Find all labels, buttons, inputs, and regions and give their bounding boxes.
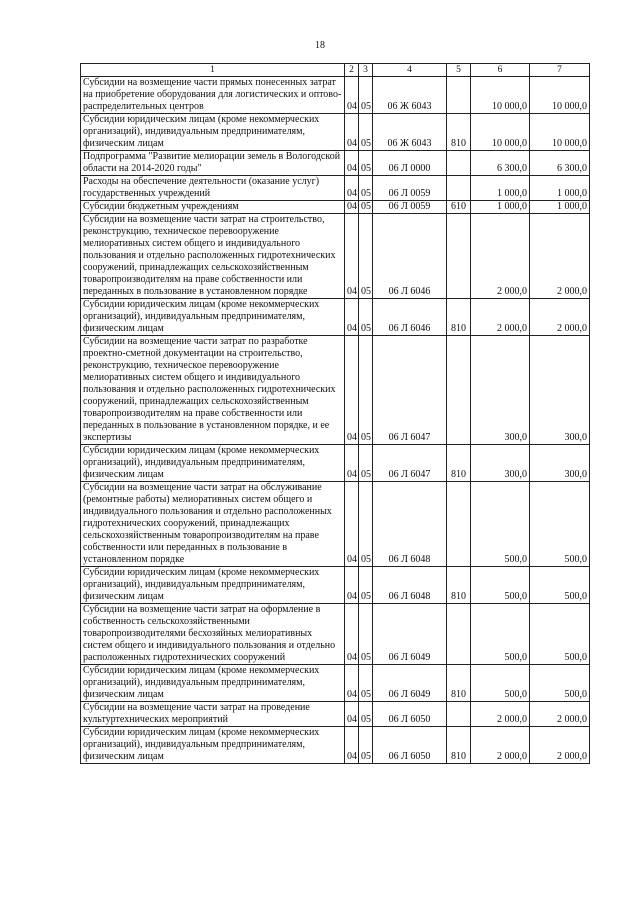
row-name-cell: Подпрограмма "Развитие мелиорации земель в Вологодской области на 2014-2020 годы"	[81, 151, 345, 176]
amount-col7-cell: 10 000,0	[530, 114, 590, 151]
amount-col6-cell: 300,0	[471, 445, 530, 482]
expense-type-cell	[447, 77, 471, 114]
target-article-cell: 06 Л 0000	[373, 151, 447, 176]
table-row	[81, 176, 590, 201]
section-code-cell: 04	[345, 702, 359, 727]
amount-col7-cell: 10 000,0	[530, 77, 590, 114]
subsection-code-cell: 05	[359, 299, 373, 336]
table-row	[81, 727, 590, 764]
amount-col6-cell: 2 000,0	[471, 214, 530, 299]
amount-col7-cell: 2 000,0	[530, 727, 590, 764]
column-header: 6	[471, 64, 530, 77]
target-article-cell: 06 Л 6050	[373, 702, 447, 727]
subsection-code-cell: 05	[359, 114, 373, 151]
section-code-cell: 04	[345, 727, 359, 764]
target-article-cell: 06 Л 6046	[373, 299, 447, 336]
column-header: 4	[373, 64, 447, 77]
subsection-code-cell: 05	[359, 214, 373, 299]
target-article-cell: 06 Л 6049	[373, 665, 447, 702]
row-name-cell: Субсидии юридическим лицам (кроме некоммерческих организаций), индивидуальным предпринимателям, физическим лицам	[81, 299, 345, 336]
table-row	[81, 567, 590, 604]
table-row	[81, 77, 590, 114]
expense-type-cell	[447, 482, 471, 567]
amount-col7-cell: 2 000,0	[530, 214, 590, 299]
budget-table	[80, 63, 590, 764]
amount-col7-cell: 300,0	[530, 445, 590, 482]
target-article-cell: 06 Л 6048	[373, 482, 447, 567]
amount-col6-cell: 2 000,0	[471, 702, 530, 727]
expense-type-cell	[447, 702, 471, 727]
amount-col6-cell: 300,0	[471, 336, 530, 445]
section-code-cell: 04	[345, 604, 359, 665]
amount-col7-cell: 1 000,0	[530, 176, 590, 201]
section-code-cell: 04	[345, 299, 359, 336]
row-name-cell: Субсидии на возмещение части затрат на обслуживание (ремонтные работы) мелиоративных систем общего и индивидуального пользования и отдельно расположенных гидротехнических сооружений, принадлежащих сельскохозяйственным товаропроизводителям на праве собственности или переданных в пользование в установленном порядке	[81, 482, 345, 567]
page-number: 18	[315, 40, 325, 51]
section-code-cell: 04	[345, 567, 359, 604]
amount-col7-cell: 500,0	[530, 567, 590, 604]
amount-col7-cell: 2 000,0	[530, 299, 590, 336]
target-article-cell: 06 Л 6048	[373, 567, 447, 604]
amount-col7-cell: 300,0	[530, 336, 590, 445]
subsection-code-cell: 05	[359, 176, 373, 201]
table-row	[81, 665, 590, 702]
subsection-code-cell: 05	[359, 604, 373, 665]
subsection-code-cell: 05	[359, 201, 373, 214]
amount-col6-cell: 500,0	[471, 567, 530, 604]
section-code-cell: 04	[345, 445, 359, 482]
amount-col6-cell: 1 000,0	[471, 176, 530, 201]
row-name-cell: Субсидии на возмещение части затрат на оформление в собственность сельскохозяйственными товаропроизводителями бесхозяйных мелиоративных систем общего и индивидуального пользования и отдельно расположенных гидротехнических сооружений	[81, 604, 345, 665]
amount-col6-cell: 2 000,0	[471, 727, 530, 764]
subsection-code-cell: 05	[359, 702, 373, 727]
table-row	[81, 482, 590, 567]
row-name-cell: Субсидии на возмещение части затрат по разработке проектно-сметной документации на строительство, реконструкцию, техническое перевооружение мелиоративных систем общего и индивидуального пользования и отдельно расположенных гидротехнических сооружений, принадлежащих сельскохозяйственным товаропроизводителям на праве собственности или переданных в пользование в установленном порядке, и ее экспертизы	[81, 336, 345, 445]
expense-type-cell: 810	[447, 727, 471, 764]
section-code-cell: 04	[345, 176, 359, 201]
table-row	[81, 214, 590, 299]
amount-col6-cell: 2 000,0	[471, 299, 530, 336]
section-code-cell: 04	[345, 114, 359, 151]
table-header-row	[81, 64, 590, 77]
target-article-cell: 06 Л 6047	[373, 445, 447, 482]
expense-type-cell: 810	[447, 114, 471, 151]
expense-type-cell: 610	[447, 201, 471, 214]
row-name-cell: Субсидии юридическим лицам (кроме некоммерческих организаций), индивидуальным предпринимателям, физическим лицам	[81, 567, 345, 604]
subsection-code-cell: 05	[359, 665, 373, 702]
amount-col6-cell: 1 000,0	[471, 201, 530, 214]
table-row	[81, 114, 590, 151]
target-article-cell: 06 Л 6050	[373, 727, 447, 764]
expense-type-cell	[447, 604, 471, 665]
amount-col7-cell: 500,0	[530, 604, 590, 665]
amount-col7-cell: 500,0	[530, 665, 590, 702]
expense-type-cell	[447, 336, 471, 445]
amount-col7-cell: 2 000,0	[530, 702, 590, 727]
expense-type-cell	[447, 151, 471, 176]
target-article-cell: 06 Л 6049	[373, 604, 447, 665]
subsection-code-cell: 05	[359, 482, 373, 567]
column-header: 1	[81, 64, 345, 77]
target-article-cell: 06 Л 0059	[373, 201, 447, 214]
table-row	[81, 201, 590, 214]
amount-col6-cell: 500,0	[471, 665, 530, 702]
table-row	[81, 702, 590, 727]
amount-col6-cell: 500,0	[471, 604, 530, 665]
target-article-cell: 06 Л 0059	[373, 176, 447, 201]
section-code-cell: 04	[345, 77, 359, 114]
row-name-cell: Субсидии юридическим лицам (кроме некоммерческих организаций), индивидуальным предпринимателям, физическим лицам	[81, 114, 345, 151]
section-code-cell: 04	[345, 665, 359, 702]
table-row	[81, 604, 590, 665]
subsection-code-cell: 05	[359, 336, 373, 445]
column-header: 7	[530, 64, 590, 77]
expense-type-cell: 810	[447, 567, 471, 604]
amount-col6-cell: 500,0	[471, 482, 530, 567]
amount-col7-cell: 1 000,0	[530, 201, 590, 214]
section-code-cell: 04	[345, 336, 359, 445]
row-name-cell: Субсидии юридическим лицам (кроме некоммерческих организаций), индивидуальным предпринимателям, физическим лицам	[81, 665, 345, 702]
amount-col6-cell: 6 300,0	[471, 151, 530, 176]
row-name-cell: Субсидии бюджетным учреждениям	[81, 201, 345, 214]
target-article-cell: 06 Ж 6043	[373, 77, 447, 114]
amount-col7-cell: 500,0	[530, 482, 590, 567]
column-header: 3	[359, 64, 373, 77]
row-name-cell: Субсидии на возмещение части затрат на строительство, реконструкцию, техническое перевооружение мелиоративных систем общего и индивидуального пользования и отдельно расположенных гидротехнических сооружений, принадлежащих сельскохозяйственным товаропроизводителям на праве собственности или переданных в пользование в установленном порядке	[81, 214, 345, 299]
target-article-cell: 06 Л 6046	[373, 214, 447, 299]
amount-col7-cell: 6 300,0	[530, 151, 590, 176]
expense-type-cell	[447, 214, 471, 299]
column-header: 5	[447, 64, 471, 77]
budget-table-body	[81, 64, 590, 764]
expense-type-cell	[447, 176, 471, 201]
expense-type-cell: 810	[447, 299, 471, 336]
section-code-cell: 04	[345, 482, 359, 567]
column-header: 2	[345, 64, 359, 77]
row-name-cell: Субсидии на возмещение части прямых понесенных затрат на приобретение оборудования для логистических и оптово-распределительных центров	[81, 77, 345, 114]
table-row	[81, 336, 590, 445]
row-name-cell: Субсидии юридическим лицам (кроме некоммерческих организаций), индивидуальным предпринимателям, физическим лицам	[81, 445, 345, 482]
target-article-cell: 06 Л 6047	[373, 336, 447, 445]
section-code-cell: 04	[345, 201, 359, 214]
expense-type-cell: 810	[447, 665, 471, 702]
amount-col6-cell: 10 000,0	[471, 77, 530, 114]
subsection-code-cell: 05	[359, 567, 373, 604]
row-name-cell: Субсидии юридическим лицам (кроме некоммерческих организаций), индивидуальным предпринимателям, физическим лицам	[81, 727, 345, 764]
table-row	[81, 151, 590, 176]
table-row	[81, 299, 590, 336]
subsection-code-cell: 05	[359, 77, 373, 114]
table-row	[81, 445, 590, 482]
target-article-cell: 06 Ж 6043	[373, 114, 447, 151]
expense-type-cell: 810	[447, 445, 471, 482]
row-name-cell: Субсидии на возмещение части затрат на проведение культуртехнических мероприятий	[81, 702, 345, 727]
subsection-code-cell: 05	[359, 727, 373, 764]
subsection-code-cell: 05	[359, 445, 373, 482]
amount-col6-cell: 10 000,0	[471, 114, 530, 151]
section-code-cell: 04	[345, 214, 359, 299]
section-code-cell: 04	[345, 151, 359, 176]
subsection-code-cell: 05	[359, 151, 373, 176]
row-name-cell: Расходы на обеспечение деятельности (оказание услуг) государственных учреждений	[81, 176, 345, 201]
